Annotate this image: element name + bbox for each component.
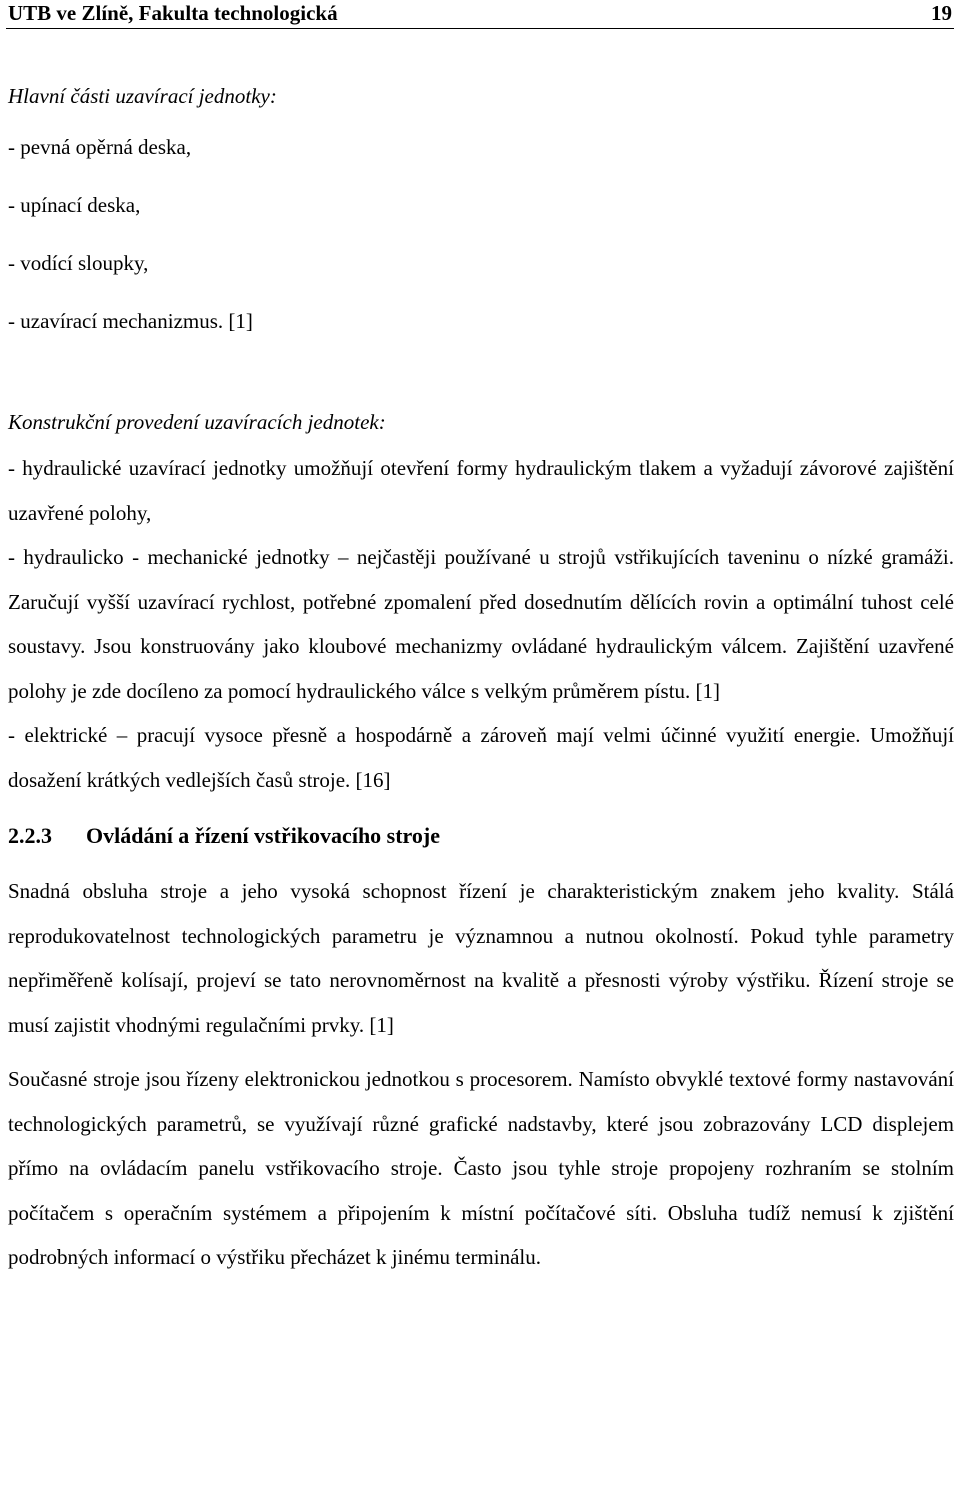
design-electric: - elektrické – pracují vysoce přesně a hospodárně a zároveň mají velmi účinné využití energie. Umožňují dosažení krátkých vedlejších časů stroje. [16]	[8, 723, 954, 792]
design-hydraulic: - hydraulické uzavírací jednotky umožňují otevření formy hydraulickým tlakem a vyžadují závorové zajištění uzavřené polohy,	[8, 456, 954, 525]
section-number: 2.2.3	[8, 823, 52, 848]
list-item: - uzavírací mechanizmus. [1]	[8, 309, 253, 333]
list-item: - pevná opěrná deska,	[8, 135, 192, 159]
list-item: - upínací deska,	[8, 193, 141, 217]
main-parts-list	[8, 133, 954, 336]
section-paragraph-2: Současné stroje jsou řízeny elektronickou jednotkou s procesorem. Namísto obvyklé textové formy nastavování technologických parametrů, se využívají různé grafické nadstavby, které jsou zobrazovány LCD displejem přímo na ovládacím panelu vstřikovacího stroje. Často jsou tyhle stroje propojeny rozhraním se stolním počítačem s operačním systémem a připojením k místní počítačové síti. Obsluha tudíž nemusí k zjištění podrobných informací o výstřiku přecházet k jinému terminálu.	[8, 1067, 954, 1269]
main-parts-heading: Hlavní části uzavírací jednotky:	[8, 84, 277, 108]
design-hydromechanical: - hydraulicko - mechanické jednotky – nejčastěji používané u strojů vstřikujících taveninu o nízké gramáži. Zaručují vyšší uzavírací rychlost, potřebné zpomalení před dosednutím dělících rovin a optimální tuhost celé soustavy. Jsou konstruovány jako kloubové mechanizmy ovládané hydraulickým válcem. Zajištění uzavřené polohy je zde docíleno za pomocí hydraulického válce s velkým průměrem pístu. [1]	[8, 545, 954, 703]
page-content	[8, 82, 954, 1280]
list-item: - vodící sloupky,	[8, 251, 149, 275]
section-heading	[8, 814, 954, 858]
header-institution: UTB ve Zlíně, Fakulta technologická	[8, 1, 338, 25]
page-header	[6, 0, 954, 29]
section-paragraph-1: Snadná obsluha stroje a jeho vysoká schopnost řízení je charakteristickým znakem jeho kvality. Stálá reprodukovatelnost technologických parametru je významnou a nutnou okolností. Pokud tyhle parametry nepřiměřeně kolísají, projeví se tato nerovnoměrnost na kvalitě a přesnosti výroby výstřiku. Řízení stroje se musí zajistit vhodnými regulačními prvky. [1]	[8, 879, 954, 1037]
designs-heading: Konstrukční provedení uzavíracích jednotek:	[8, 410, 386, 434]
page-number: 19	[931, 1, 952, 25]
section-title: Ovládání a řízení vstřikovacího stroje	[86, 823, 441, 848]
